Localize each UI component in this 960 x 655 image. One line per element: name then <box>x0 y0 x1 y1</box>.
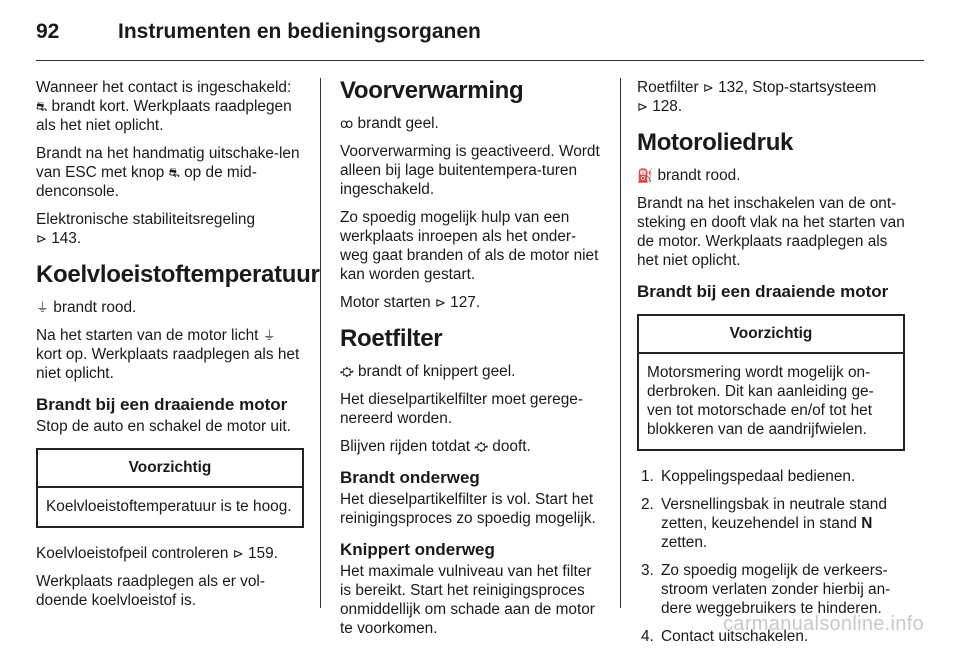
esc-icon: ⛐ <box>168 165 180 180</box>
ref-arrow-icon: ⊳ <box>434 295 446 310</box>
paragraph: Brandt na het handmatig uitschake-len van ESC met knop ⛐ op de mid-denconsole. <box>36 145 300 200</box>
caution-text: Motorsmering wordt mogelijk on-derbroken. Dit kan aanleiding ge-ven tot motorschade en/of tot het blokkeren van de aandrijfwielen. <box>647 364 874 438</box>
paragraph: Brandt na het inschakelen van de ont-steking en dooft vlak na het starten van de motor. Werkplaats raadplegen als het niet oplicht. <box>637 195 905 269</box>
paragraph: Blijven rijden totdat ⛮ dooft. <box>340 438 531 455</box>
paragraph: Roetfilter ⊳ 132, Stop-startsysteem ⊳ 128. <box>637 79 877 115</box>
paragraph: Motor starten ⊳ 127. <box>340 294 481 311</box>
coolant-temperature-icon: ⏚ <box>36 300 50 315</box>
page-title: Instrumenten en bedieningsorganen <box>118 20 481 43</box>
glow-plug-icon: ꝏ <box>340 116 354 131</box>
ref-arrow-icon: ⊳ <box>702 80 714 95</box>
coolant-temperature-icon: ⏚ <box>262 328 276 343</box>
particle-filter-icon: ⛮ <box>474 439 488 454</box>
section-heading: Koelvloeistoftemperatuur <box>36 261 320 288</box>
watermark: carmanualsonline.info <box>723 613 924 635</box>
page-header <box>36 14 924 54</box>
paragraph: Het dieselpartikelfilter is vol. Start het reinigingsproces zo spoedig mogelijk. <box>340 491 596 527</box>
section-heading: Roetfilter <box>340 325 443 352</box>
column-3 <box>637 78 905 655</box>
paragraph: Het dieselpartikelfilter moet gerege-nereerd worden. <box>340 391 583 427</box>
paragraph: Wanneer het contact is ingeschakeld: ⛐ brandt kort. Werkplaats raadplegen als het niet oplicht. <box>36 79 292 134</box>
list-item: 1. Koppelingspedaal bedienen. <box>641 468 856 485</box>
header-rule <box>36 60 924 61</box>
column-divider <box>320 78 321 608</box>
paragraph: ꝏ brandt geel. <box>340 115 439 132</box>
paragraph: ⛮ brandt of knippert geel. <box>340 363 516 380</box>
paragraph: ⏚ brandt rood. <box>36 299 137 316</box>
sub-heading: Brandt bij een draaiende motor <box>637 282 889 301</box>
section-heading: Motoroliedruk <box>637 129 794 156</box>
paragraph: ⛽ brandt rood. <box>637 167 741 184</box>
caution-title: Voorzichtig <box>639 316 903 354</box>
caution-box <box>637 314 905 451</box>
oil-pressure-icon: ⛽ <box>637 168 654 183</box>
paragraph: Na het starten van de motor licht ⏚ kort op. Werkplaats raadplegen als het niet oplicht. <box>36 327 300 382</box>
ref-arrow-icon: ⊳ <box>36 231 47 246</box>
caution-text: Koelvloeistoftemperatuur is te hoog. <box>46 498 292 515</box>
section-heading: Voorverwarming <box>340 77 524 104</box>
list-item: 3. Zo spoedig mogelijk de verkeers-stroom verlaten zonder hierbij an-dere weggebruikers te hinderen. <box>641 562 891 617</box>
caution-title: Voorzichtig <box>38 450 302 488</box>
sub-heading: Brandt bij een draaiende motor <box>36 395 288 414</box>
paragraph: Elektronische stabiliteitsregeling ⊳ 143. <box>36 211 256 247</box>
paragraph: Het maximale vulniveau van het filter is bereikt. Start het reinigingsproces onmiddellijk om schade aan de motor te voorkomen. <box>340 563 595 637</box>
esc-icon: ⛐ <box>36 99 48 114</box>
sub-heading: Brandt onderweg <box>340 468 480 487</box>
paragraph: Zo spoedig mogelijk hulp van een werkplaats inroepen als het onder-weg gaat branden of als de motor niet kan worden gestart. <box>340 209 599 283</box>
paragraph: Stop de auto en schakel de motor uit. <box>36 418 291 435</box>
ref-arrow-icon: ⊳ <box>637 99 648 114</box>
list-item: 2. Versnellingsbak in neutrale stand zetten, keuzehendel in stand N zetten. <box>641 496 887 551</box>
column-divider <box>620 78 621 608</box>
column-1 <box>36 78 320 619</box>
paragraph: Koelvloeistofpeil controleren ⊳ 159. <box>36 545 278 562</box>
page-number: 92 <box>36 20 60 43</box>
caution-box <box>36 448 304 528</box>
ref-arrow-icon: ⊳ <box>232 546 244 561</box>
list-item: 4. Contact uitschakelen. <box>641 628 809 645</box>
paragraph: Voorverwarming is geactiveerd. Wordt alleen bij lage buitentempera-turen ingeschakeld. <box>340 143 600 198</box>
sub-heading: Knippert onderweg <box>340 540 495 559</box>
column-2 <box>340 78 604 647</box>
paragraph: Werkplaats raadplegen als er vol-doende koelvloeistof is. <box>36 573 265 609</box>
particle-filter-icon: ⛮ <box>340 364 354 379</box>
